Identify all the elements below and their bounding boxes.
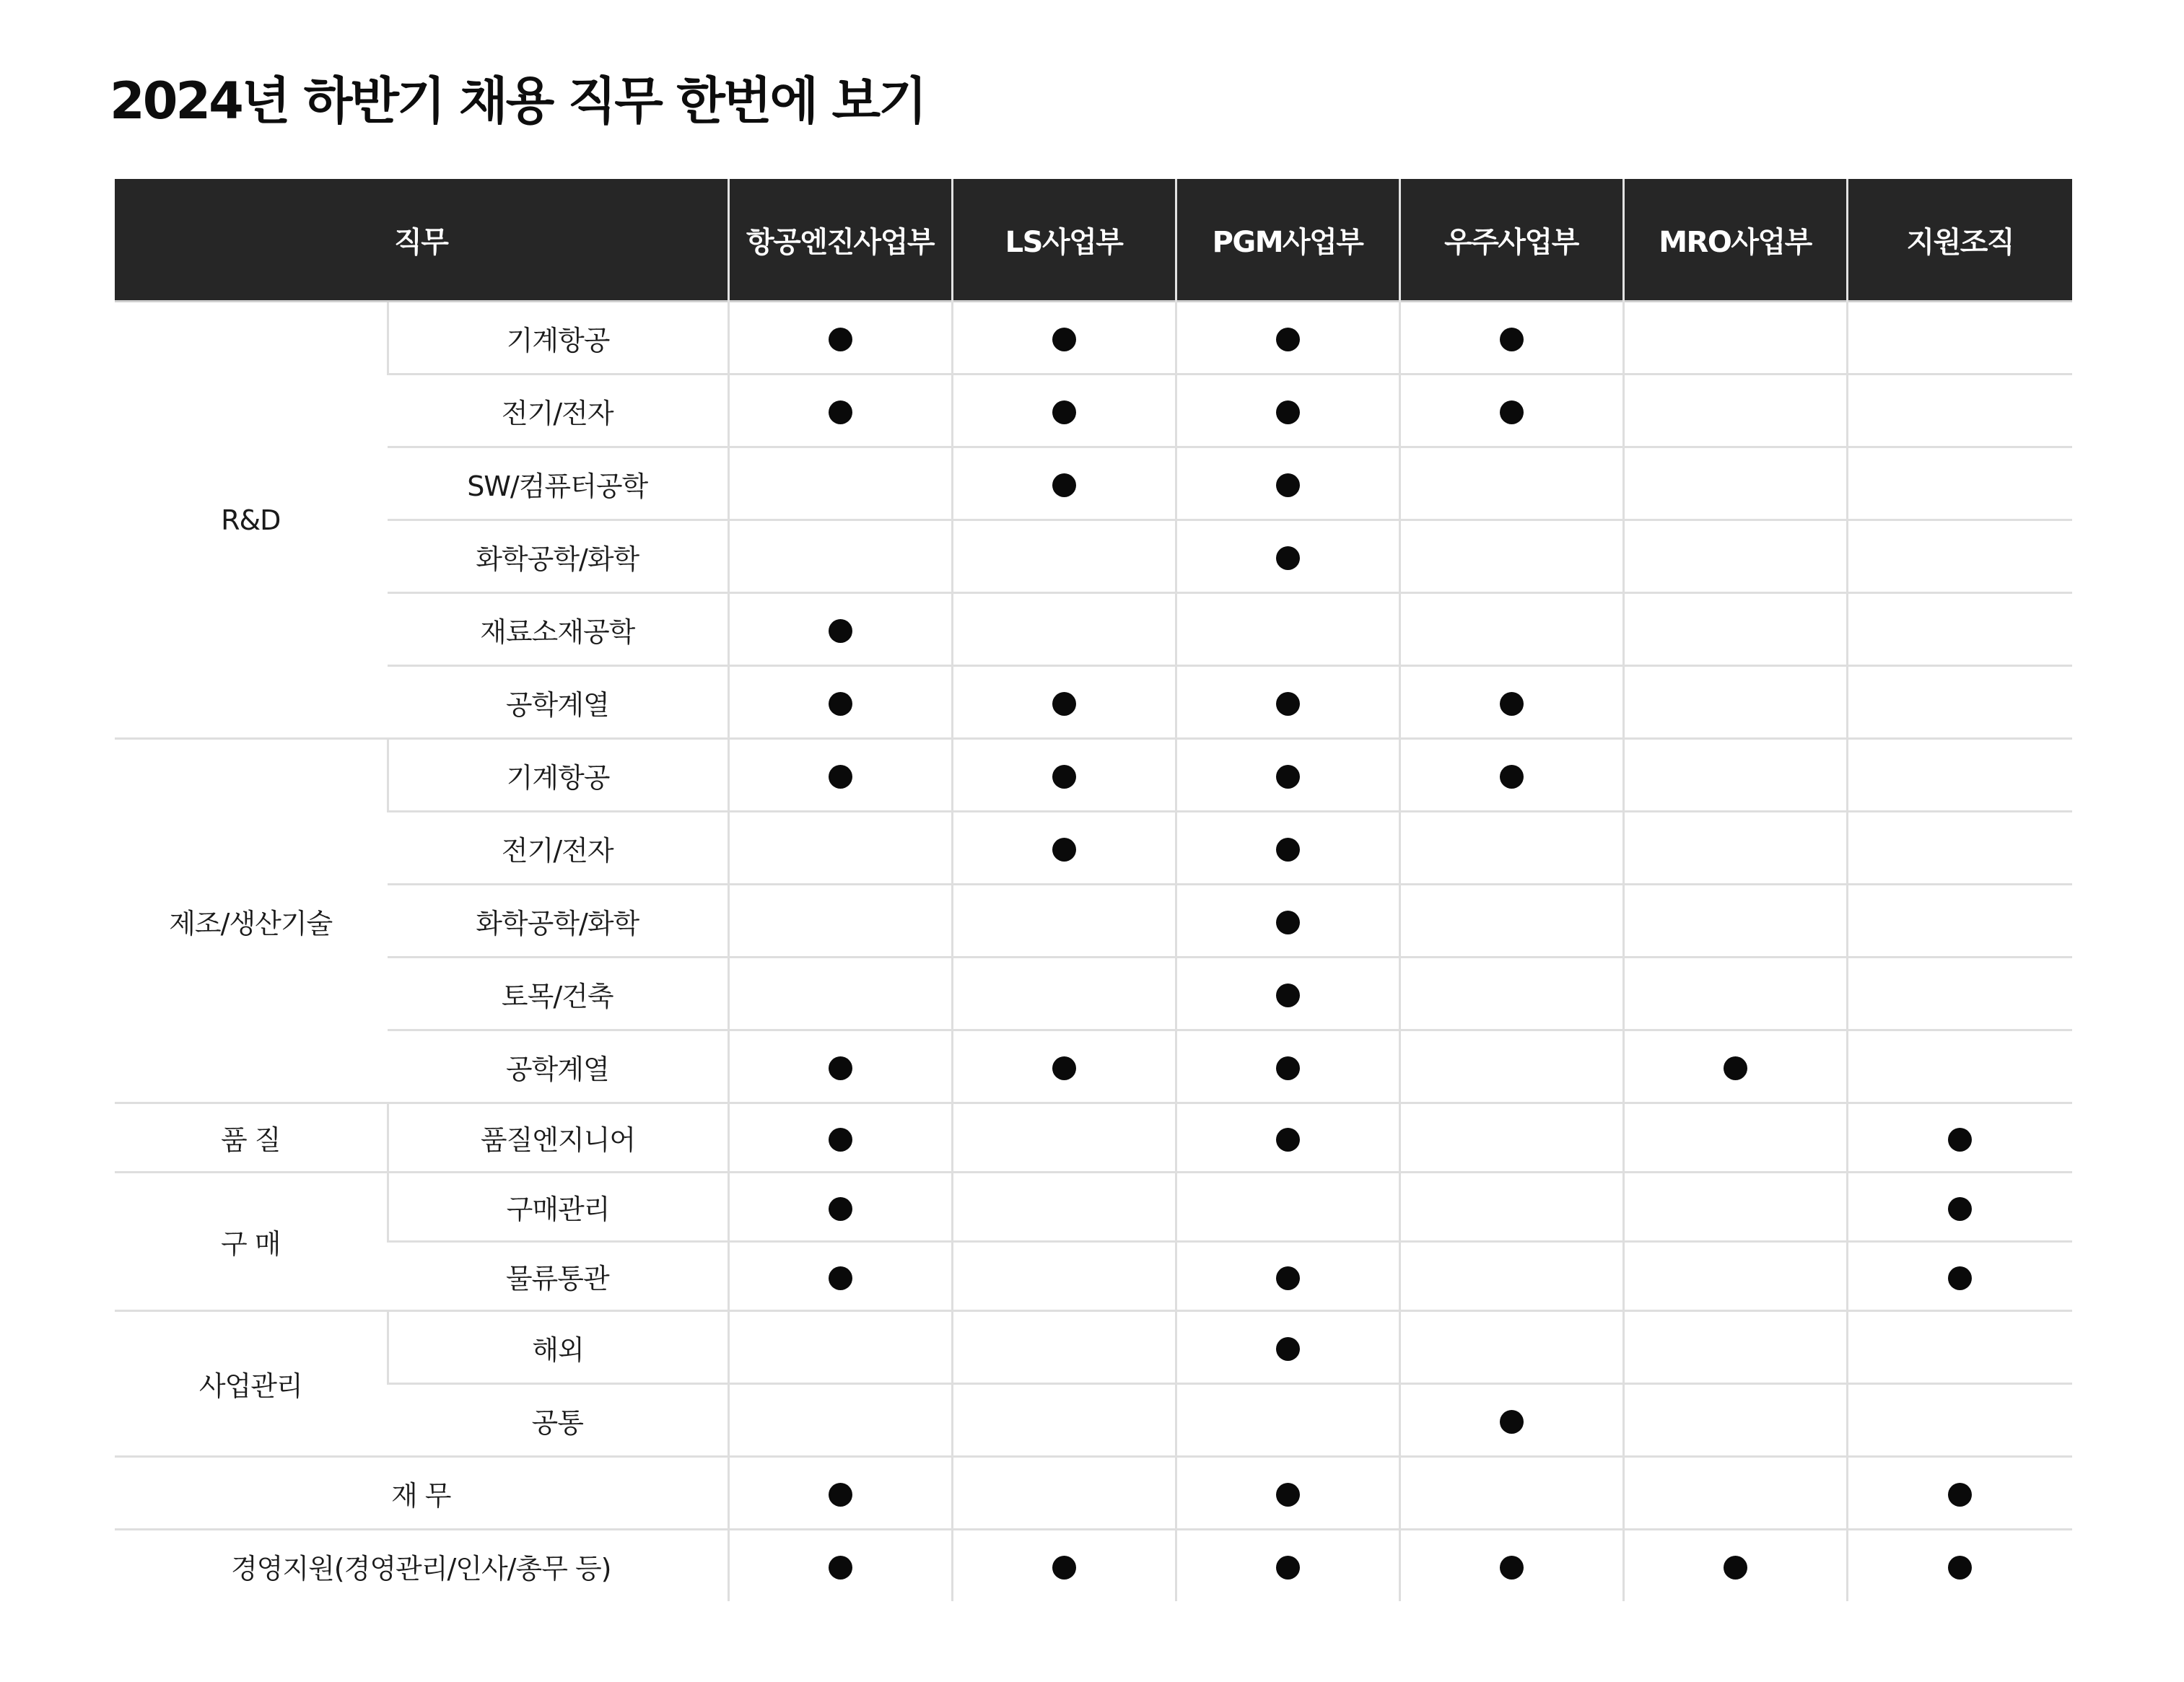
mark-cell	[728, 1384, 952, 1457]
header-unit: 항공엔진사업부	[728, 179, 952, 302]
mark-cell	[1847, 1530, 2072, 1602]
mark-cell	[1176, 1173, 1399, 1242]
mark-cell	[1847, 1242, 2072, 1311]
filled-circle-icon	[1276, 838, 1300, 862]
mark-cell	[1176, 812, 1399, 885]
mark-cell	[728, 302, 952, 374]
mark-cell	[1176, 958, 1399, 1030]
filled-circle-icon	[1276, 1556, 1300, 1580]
mark-cell	[952, 1173, 1176, 1242]
mark-cell	[1176, 302, 1399, 374]
category-cell: 재 무	[115, 1457, 728, 1530]
mark-cell	[728, 812, 952, 885]
job-cell: 전기/전자	[388, 812, 728, 885]
mark-cell	[728, 1173, 952, 1242]
mark-cell	[728, 739, 952, 812]
mark-cell	[728, 958, 952, 1030]
mark-cell	[952, 1457, 1176, 1530]
mark-cell	[1623, 1311, 1847, 1384]
filled-circle-icon	[829, 1483, 852, 1507]
mark-cell	[1623, 739, 1847, 812]
filled-circle-icon	[1276, 765, 1300, 789]
filled-circle-icon	[1500, 765, 1524, 789]
filled-circle-icon	[1276, 1128, 1300, 1152]
mark-cell	[1176, 739, 1399, 812]
table-row	[115, 1311, 2072, 1384]
mark-cell	[1623, 666, 1847, 739]
mark-cell	[1399, 1384, 1623, 1457]
table-row	[115, 885, 2072, 958]
filled-circle-icon	[1052, 1556, 1076, 1580]
mark-cell	[1623, 374, 1847, 447]
mark-cell	[1176, 1103, 1399, 1173]
mark-cell	[1847, 1384, 2072, 1457]
mark-cell	[952, 666, 1176, 739]
header-row	[115, 179, 2072, 302]
mark-cell	[952, 1311, 1176, 1384]
mark-cell	[1847, 1030, 2072, 1103]
filled-circle-icon	[1052, 1056, 1076, 1080]
mark-cell	[1176, 666, 1399, 739]
category-cell: 구 매	[115, 1173, 388, 1311]
mark-cell	[952, 1384, 1176, 1457]
mark-cell	[1623, 1242, 1847, 1311]
filled-circle-icon	[829, 765, 852, 789]
mark-cell	[1847, 302, 2072, 374]
job-cell: 공학계열	[388, 666, 728, 739]
mark-cell	[1623, 593, 1847, 666]
filled-circle-icon	[1500, 1556, 1524, 1580]
mark-cell	[1176, 885, 1399, 958]
table-row	[115, 1384, 2072, 1457]
mark-cell	[1176, 1530, 1399, 1602]
filled-circle-icon	[1276, 328, 1300, 351]
mark-cell	[1176, 1030, 1399, 1103]
category-cell: 제조/생산기술	[115, 739, 388, 1103]
mark-cell	[728, 520, 952, 593]
table-row	[115, 520, 2072, 593]
filled-circle-icon	[1500, 692, 1524, 716]
mark-cell	[1847, 1103, 2072, 1173]
job-cell: 공학계열	[388, 1030, 728, 1103]
mark-cell	[728, 1311, 952, 1384]
mark-cell	[1623, 1173, 1847, 1242]
mark-cell	[952, 374, 1176, 447]
mark-cell	[1623, 958, 1847, 1030]
table-row	[115, 593, 2072, 666]
mark-cell	[1399, 447, 1623, 520]
mark-cell	[1623, 1103, 1847, 1173]
header-unit: 우주사업부	[1399, 179, 1623, 302]
job-cell: 품질엔지니어	[388, 1103, 728, 1173]
mark-cell	[1623, 447, 1847, 520]
mark-cell	[952, 1030, 1176, 1103]
mark-cell	[1623, 1384, 1847, 1457]
filled-circle-icon	[1052, 328, 1076, 351]
category-cell: 경영지원(경영관리/인사/총무 등)	[115, 1530, 728, 1602]
job-cell: 재료소재공학	[388, 593, 728, 666]
table-row	[115, 1457, 2072, 1530]
mark-cell	[1399, 374, 1623, 447]
mark-cell	[1623, 812, 1847, 885]
filled-circle-icon	[829, 400, 852, 424]
job-cell: 전기/전자	[388, 374, 728, 447]
table-row	[115, 374, 2072, 447]
mark-cell	[1623, 1530, 1847, 1602]
mark-cell	[1623, 520, 1847, 593]
table-row	[115, 1242, 2072, 1311]
filled-circle-icon	[829, 619, 852, 643]
filled-circle-icon	[1052, 473, 1076, 497]
mark-cell	[952, 1242, 1176, 1311]
filled-circle-icon	[1276, 911, 1300, 934]
mark-cell	[952, 302, 1176, 374]
header-unit: LS사업부	[952, 179, 1176, 302]
filled-circle-icon	[829, 1056, 852, 1080]
mark-cell	[952, 885, 1176, 958]
filled-circle-icon	[1948, 1197, 1972, 1221]
table-row	[115, 739, 2072, 812]
job-cell: 화학공학/화학	[388, 885, 728, 958]
mark-cell	[728, 1457, 952, 1530]
filled-circle-icon	[1948, 1556, 1972, 1580]
mark-cell	[1399, 958, 1623, 1030]
mark-cell	[1399, 1173, 1623, 1242]
header-job: 직무	[115, 179, 728, 302]
filled-circle-icon	[1500, 328, 1524, 351]
mark-cell	[1176, 1242, 1399, 1311]
filled-circle-icon	[1052, 400, 1076, 424]
mark-cell	[1399, 1242, 1623, 1311]
mark-cell	[1399, 739, 1623, 812]
mark-cell	[952, 520, 1176, 593]
mark-cell	[1176, 1457, 1399, 1530]
mark-cell	[1847, 374, 2072, 447]
filled-circle-icon	[1276, 1056, 1300, 1080]
job-cell: 기계항공	[388, 739, 728, 812]
mark-cell	[1399, 302, 1623, 374]
job-cell: SW/컴퓨터공학	[388, 447, 728, 520]
mark-cell	[952, 1103, 1176, 1173]
header-unit: 지원조직	[1847, 179, 2072, 302]
mark-cell	[1623, 1457, 1847, 1530]
mark-cell	[952, 1530, 1176, 1602]
mark-cell	[1847, 885, 2072, 958]
mark-cell	[1847, 447, 2072, 520]
filled-circle-icon	[1724, 1056, 1747, 1080]
filled-circle-icon	[1948, 1266, 1972, 1290]
table-row	[115, 447, 2072, 520]
mark-cell	[1176, 520, 1399, 593]
filled-circle-icon	[1276, 1337, 1300, 1361]
job-cell: 토목/건축	[388, 958, 728, 1030]
filled-circle-icon	[1276, 1483, 1300, 1507]
filled-circle-icon	[829, 1128, 852, 1152]
filled-circle-icon	[829, 1266, 852, 1290]
mark-cell	[728, 1530, 952, 1602]
mark-cell	[952, 739, 1176, 812]
mark-cell	[1623, 885, 1847, 958]
filled-circle-icon	[829, 1197, 852, 1221]
mark-cell	[728, 374, 952, 447]
mark-cell	[1847, 812, 2072, 885]
mark-cell	[1399, 1103, 1623, 1173]
mark-cell	[1176, 593, 1399, 666]
filled-circle-icon	[1052, 692, 1076, 716]
mark-cell	[1399, 520, 1623, 593]
mark-cell	[1399, 1530, 1623, 1602]
mark-cell	[728, 1103, 952, 1173]
mark-cell	[952, 593, 1176, 666]
mark-cell	[728, 593, 952, 666]
mark-cell	[1623, 1030, 1847, 1103]
filled-circle-icon	[1276, 546, 1300, 570]
table-row	[115, 1173, 2072, 1242]
mark-cell	[1176, 374, 1399, 447]
filled-circle-icon	[1276, 473, 1300, 497]
mark-cell	[1847, 739, 2072, 812]
mark-cell	[728, 1242, 952, 1311]
table-row	[115, 1103, 2072, 1173]
table-row	[115, 1530, 2072, 1602]
header-unit: PGM사업부	[1176, 179, 1399, 302]
mark-cell	[728, 1030, 952, 1103]
mark-cell	[1847, 958, 2072, 1030]
mark-cell	[1847, 1311, 2072, 1384]
mark-cell	[1847, 520, 2072, 593]
job-matrix-table	[115, 179, 2072, 1601]
filled-circle-icon	[1948, 1128, 1972, 1152]
filled-circle-icon	[1052, 765, 1076, 789]
mark-cell	[1399, 885, 1623, 958]
filled-circle-icon	[1052, 838, 1076, 862]
mark-cell	[728, 447, 952, 520]
mark-cell	[1176, 1311, 1399, 1384]
mark-cell	[1399, 1030, 1623, 1103]
mark-cell	[1399, 1457, 1623, 1530]
header-unit: MRO사업부	[1623, 179, 1847, 302]
table-row	[115, 1030, 2072, 1103]
mark-cell	[1847, 1173, 2072, 1242]
job-cell: 해외	[388, 1311, 728, 1384]
mark-cell	[1399, 666, 1623, 739]
mark-cell	[1847, 666, 2072, 739]
filled-circle-icon	[1724, 1556, 1747, 1580]
table-row	[115, 666, 2072, 739]
table-row	[115, 812, 2072, 885]
category-cell: 품 질	[115, 1103, 388, 1173]
mark-cell	[1176, 1384, 1399, 1457]
job-cell: 기계항공	[388, 302, 728, 374]
mark-cell	[1847, 1457, 2072, 1530]
job-cell: 화학공학/화학	[388, 520, 728, 593]
mark-cell	[1399, 812, 1623, 885]
mark-cell	[1399, 1311, 1623, 1384]
job-cell: 물류통관	[388, 1242, 728, 1311]
filled-circle-icon	[1948, 1483, 1972, 1507]
filled-circle-icon	[1276, 1266, 1300, 1290]
page-title: 2024년 하반기 채용 직무 한번에 보기	[110, 71, 925, 131]
mark-cell	[728, 885, 952, 958]
filled-circle-icon	[1276, 692, 1300, 716]
category-cell: 사업관리	[115, 1311, 388, 1457]
filled-circle-icon	[829, 328, 852, 351]
job-cell: 공통	[388, 1384, 728, 1457]
table-row	[115, 958, 2072, 1030]
category-cell: R&D	[115, 302, 388, 739]
mark-cell	[1399, 593, 1623, 666]
filled-circle-icon	[829, 692, 852, 716]
filled-circle-icon	[829, 1556, 852, 1580]
filled-circle-icon	[1500, 1410, 1524, 1434]
job-cell: 구매관리	[388, 1173, 728, 1242]
mark-cell	[728, 666, 952, 739]
mark-cell	[1847, 593, 2072, 666]
filled-circle-icon	[1500, 400, 1524, 424]
mark-cell	[952, 958, 1176, 1030]
mark-cell	[952, 447, 1176, 520]
mark-cell	[1176, 447, 1399, 520]
mark-cell	[952, 812, 1176, 885]
filled-circle-icon	[1276, 984, 1300, 1007]
mark-cell	[1623, 302, 1847, 374]
table-row	[115, 302, 2072, 374]
filled-circle-icon	[1276, 400, 1300, 424]
